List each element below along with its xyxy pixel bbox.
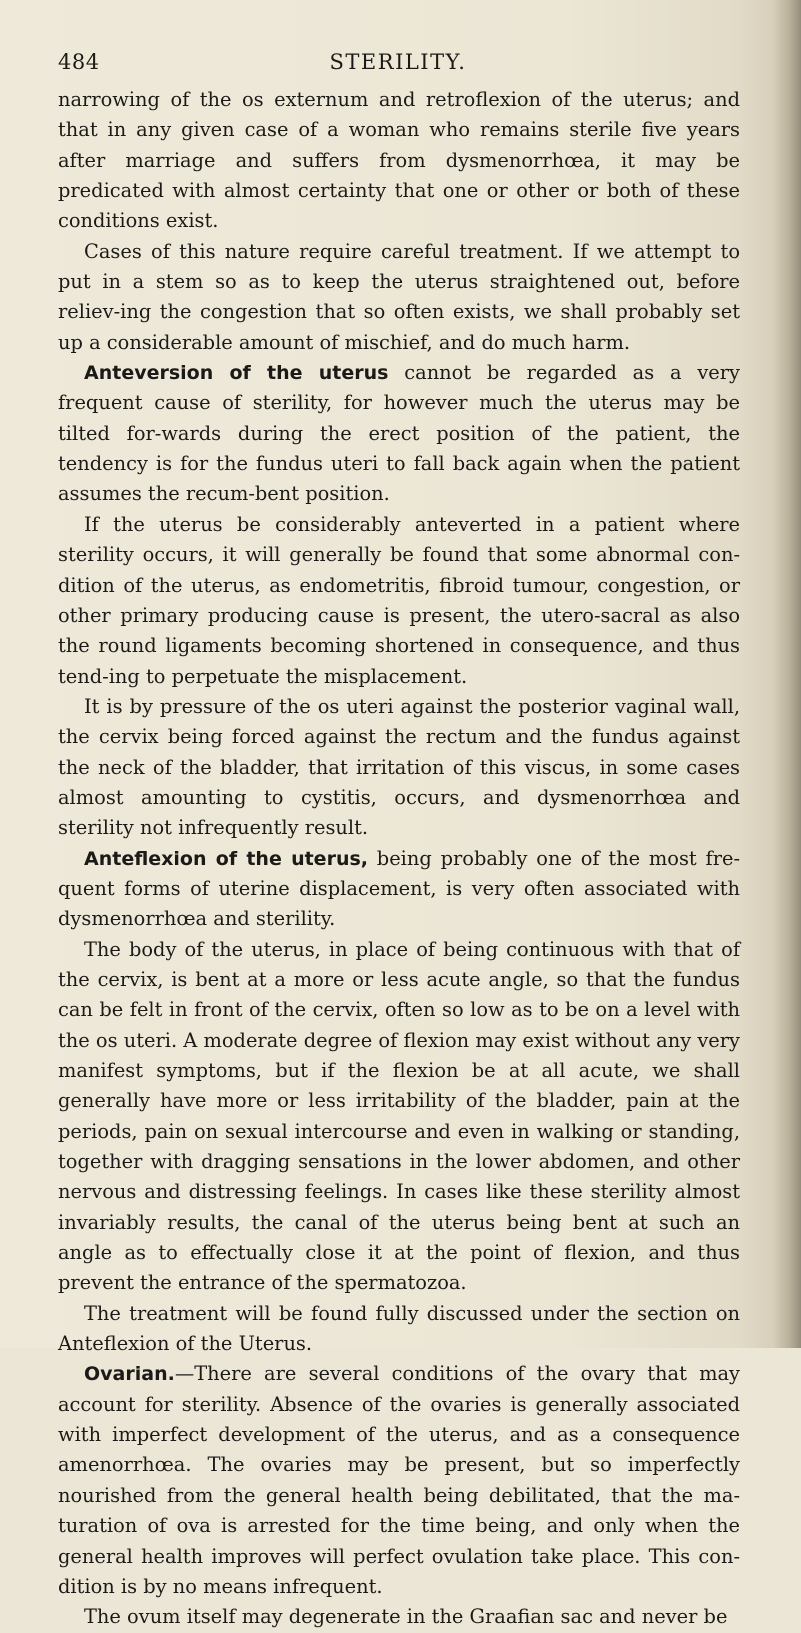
running-title: STERILITY. [329, 50, 467, 74]
paragraph-text: If the uterus be considerably anteverted in a patient where sterility occurs, it will generally be found that some abnormal con-dition of the uterus, as endometritis, fibroid tumour, congestion, or other primary producing cause is present, the utero-sacral as also the round ligaments becoming shortened in consequence, and thus tend-ing to perpetuate the misplacement. [58, 512, 740, 688]
paragraph-5 [58, 692, 740, 844]
section-heading-anteversion: Anteversion of the uterus [84, 362, 389, 385]
page-edge-shadow [773, 0, 801, 1348]
paragraph-text: —There are several conditions of the ovary that may account for sterility. Absence of the ovaries is generally associated with imperfect development of the uterus, and as a consequence amenorrhœa. The ovaries may be present, but so imperfectly nourished from the general health being debilitated, that the ma-turation of ova is arrested for the time being, and only when the general health improves will perfect ovulation take place. This con-dition is by no means infrequent. [58, 1362, 740, 1598]
paragraph-text: The treatment will be found fully discussed under the section on Anteflexion of the Uterus. [58, 1301, 740, 1356]
body-text [58, 85, 740, 1633]
paragraph-9 [58, 1359, 740, 1602]
paragraph-7 [58, 935, 740, 1299]
paragraph-text: narrowing of the os externum and retroflexion of the uterus; and that in any given case of a woman who remains sterile five years after marriage and suffers from dysmenorrhœa, it may be predicated with almost certainty that one or other or both of these conditions exist. [58, 88, 740, 233]
section-heading-anteflexion: Anteflexion of the uterus, [84, 847, 368, 870]
section-heading-ovarian: Ovarian. [84, 1363, 175, 1386]
paragraph-text: cannot be regarded as a very frequent cause of sterility, for however much the uterus may be tilted for-wards during the erect position of the patient, the tendency is for the fundus uteri to fall back again when the patient assumes the recum-bent position. [58, 361, 740, 506]
paragraph-text: being probably one of the most fre-quent forms of uterine displacement, is very often associated with dysmenorrhœa and sterility. [58, 846, 740, 931]
page-header [58, 50, 738, 80]
paragraph-4 [58, 510, 740, 692]
paragraph-8 [58, 1299, 740, 1360]
paragraph-2 [58, 237, 740, 358]
paragraph-1 [58, 85, 740, 237]
paragraph-10 [58, 1602, 740, 1632]
paragraph-text: The body of the uterus, in place of being continuous with that of the cervix, is bent at a more or less acute angle, so that the fundus can be felt in front of the cervix, often so low as to be on a level with the os uteri. A moderate degree of flexion may exist without any very manifest symptoms, but if the flexion be at all acute, we shall generally have more or less irritability of the bladder, pain at the periods, pain on sexual intercourse and even in walking or standing, together with dragging sensations in the lower abdomen, and other nervous and distressing feelings. In cases like these sterility almost invariably results, the canal of the uterus being bent at such an angle as to effectually close it at the point of flexion, and thus prevent the entrance of the spermatozoa. [58, 937, 740, 1295]
page-number: 484 [58, 50, 100, 74]
paragraph-text: Cases of this nature require careful treatment. If we attempt to put in a stem so as to keep the uterus straightened out, before reliev-ing the congestion that so often exists, we shall probably set up a considerable amount of mischief, and do much harm. [58, 239, 740, 354]
paragraph-text: It is by pressure of the os uteri against the posterior vaginal wall, the cervix being forced against the rectum and the fundus against the neck of the bladder, that irritation of this viscus, in some cases almost amounting to cystitis, occurs, and dysmenorrhœa and sterility not infrequently result. [58, 694, 740, 840]
paragraph-3 [58, 358, 740, 510]
paragraph-text: The ovum itself may degenerate in the Graafian sac and never be [84, 1605, 728, 1629]
paragraph-6 [58, 844, 740, 935]
